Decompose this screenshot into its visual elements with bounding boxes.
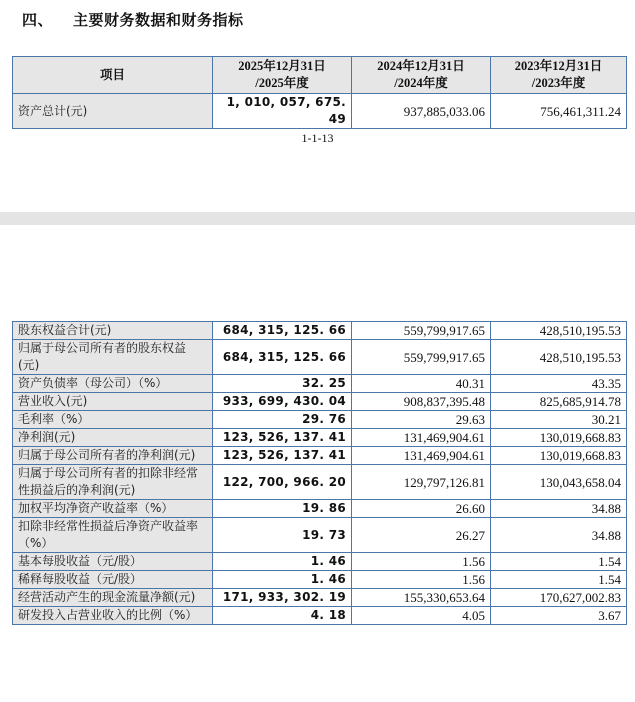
- value-2025: 933, 699, 430. 04: [213, 393, 352, 411]
- header-2023-date: 2023年12月31日: [514, 59, 603, 73]
- value-2024: 155,330,653.64: [352, 589, 491, 607]
- table-row: [13, 447, 627, 465]
- row-label: 毛利率（%）: [13, 411, 213, 429]
- table-row: [13, 465, 627, 500]
- header-2025: [213, 57, 352, 94]
- row-label: 归属于母公司所有者的净利润(元): [13, 447, 213, 465]
- value-2025: 123, 526, 137. 41: [213, 447, 352, 465]
- row-label: 资产总计(元): [13, 94, 213, 129]
- value-2023: 30.21: [491, 411, 627, 429]
- table-row: [13, 94, 627, 129]
- value-2025: 122, 700, 966. 20: [213, 465, 352, 500]
- value-2024: 1.56: [352, 553, 491, 571]
- value-2025: 1. 46: [213, 553, 352, 571]
- value-2025: 1, 010, 057, 675. 49: [213, 94, 352, 129]
- table-row: [13, 429, 627, 447]
- header-2023: [491, 57, 627, 94]
- row-label: 基本每股收益（元/股）: [13, 553, 213, 571]
- header-2025-year: /2025年度: [255, 76, 309, 90]
- value-2023: 130,019,668.83: [491, 429, 627, 447]
- value-2025: 684, 315, 125. 66: [213, 340, 352, 375]
- value-2024: 29.63: [352, 411, 491, 429]
- section-heading: [22, 9, 244, 30]
- table-row: [13, 553, 627, 571]
- table-header-row: [13, 57, 627, 94]
- row-label: 归属于母公司所有者的股东权益(元): [13, 340, 213, 375]
- value-2024: 40.31: [352, 375, 491, 393]
- value-2024: 26.27: [352, 518, 491, 553]
- table-row: [13, 322, 627, 340]
- table-row: [13, 393, 627, 411]
- value-2023: 1.54: [491, 571, 627, 589]
- row-label: 研发投入占营业收入的比例（%）: [13, 607, 213, 625]
- table-row: [13, 589, 627, 607]
- value-2024: 1.56: [352, 571, 491, 589]
- row-label: 扣除非经常性损益后净资产收益率（%）: [13, 518, 213, 553]
- value-2025: 29. 76: [213, 411, 352, 429]
- row-label: 加权平均净资产收益率（%）: [13, 500, 213, 518]
- row-label: 资产负债率（母公司）（%）: [13, 375, 213, 393]
- value-2025: 19. 73: [213, 518, 352, 553]
- value-2024: 937,885,033.06: [352, 94, 491, 129]
- value-2023: 756,461,311.24: [491, 94, 627, 129]
- row-label: 经营活动产生的现金流量净额(元): [13, 589, 213, 607]
- value-2024: 129,797,126.81: [352, 465, 491, 500]
- header-2024: [352, 57, 491, 94]
- header-2024-date: 2024年12月31日: [377, 59, 465, 73]
- value-2024: 559,799,917.65: [352, 340, 491, 375]
- value-2023: 428,510,195.53: [491, 322, 627, 340]
- value-2024: 26.60: [352, 500, 491, 518]
- value-2024: 4.05: [352, 607, 491, 625]
- value-2024: 559,799,917.65: [352, 322, 491, 340]
- header-2025-date: 2025年12月31日: [238, 59, 326, 73]
- table-row: [13, 375, 627, 393]
- row-label: 营业收入(元): [13, 393, 213, 411]
- table-row: [13, 340, 627, 375]
- value-2025: 684, 315, 125. 66: [213, 322, 352, 340]
- value-2023: 130,019,668.83: [491, 447, 627, 465]
- value-2025: 32. 25: [213, 375, 352, 393]
- value-2023: 825,685,914.78: [491, 393, 627, 411]
- value-2025: 19. 86: [213, 500, 352, 518]
- section-number: 四、: [22, 11, 54, 29]
- value-2024: 131,469,904.61: [352, 429, 491, 447]
- value-2023: 428,510,195.53: [491, 340, 627, 375]
- value-2023: 130,043,658.04: [491, 465, 627, 500]
- section-title: 主要财务数据和财务指标: [73, 11, 244, 29]
- table-row: [13, 571, 627, 589]
- table-row: [13, 500, 627, 518]
- value-2025: 123, 526, 137. 41: [213, 429, 352, 447]
- table-row: [13, 518, 627, 553]
- value-2023: 1.54: [491, 553, 627, 571]
- table-row: [13, 411, 627, 429]
- header-item: 项目: [13, 57, 213, 94]
- financial-table-top: [12, 56, 627, 129]
- value-2025: 1. 46: [213, 571, 352, 589]
- page-separator: [0, 212, 635, 225]
- value-2023: 43.35: [491, 375, 627, 393]
- value-2023: 170,627,002.83: [491, 589, 627, 607]
- financial-table-bottom: [12, 321, 627, 625]
- table-bottom-body: [13, 322, 627, 625]
- value-2023: 34.88: [491, 500, 627, 518]
- page-number: 1-1-13: [301, 131, 334, 145]
- table-row: [13, 607, 627, 625]
- table-top-body: [13, 94, 627, 129]
- value-2024: 908,837,395.48: [352, 393, 491, 411]
- row-label: 股东权益合计(元): [13, 322, 213, 340]
- row-label: 净利润(元): [13, 429, 213, 447]
- row-label: 归属于母公司所有者的扣除非经常性损益后的净利润(元): [13, 465, 213, 500]
- value-2023: 34.88: [491, 518, 627, 553]
- value-2025: 171, 933, 302. 19: [213, 589, 352, 607]
- value-2023: 3.67: [491, 607, 627, 625]
- value-2025: 4. 18: [213, 607, 352, 625]
- header-2024-year: /2024年度: [394, 76, 448, 90]
- row-label: 稀释每股收益（元/股）: [13, 571, 213, 589]
- value-2024: 131,469,904.61: [352, 447, 491, 465]
- header-2023-year: /2023年度: [531, 76, 586, 90]
